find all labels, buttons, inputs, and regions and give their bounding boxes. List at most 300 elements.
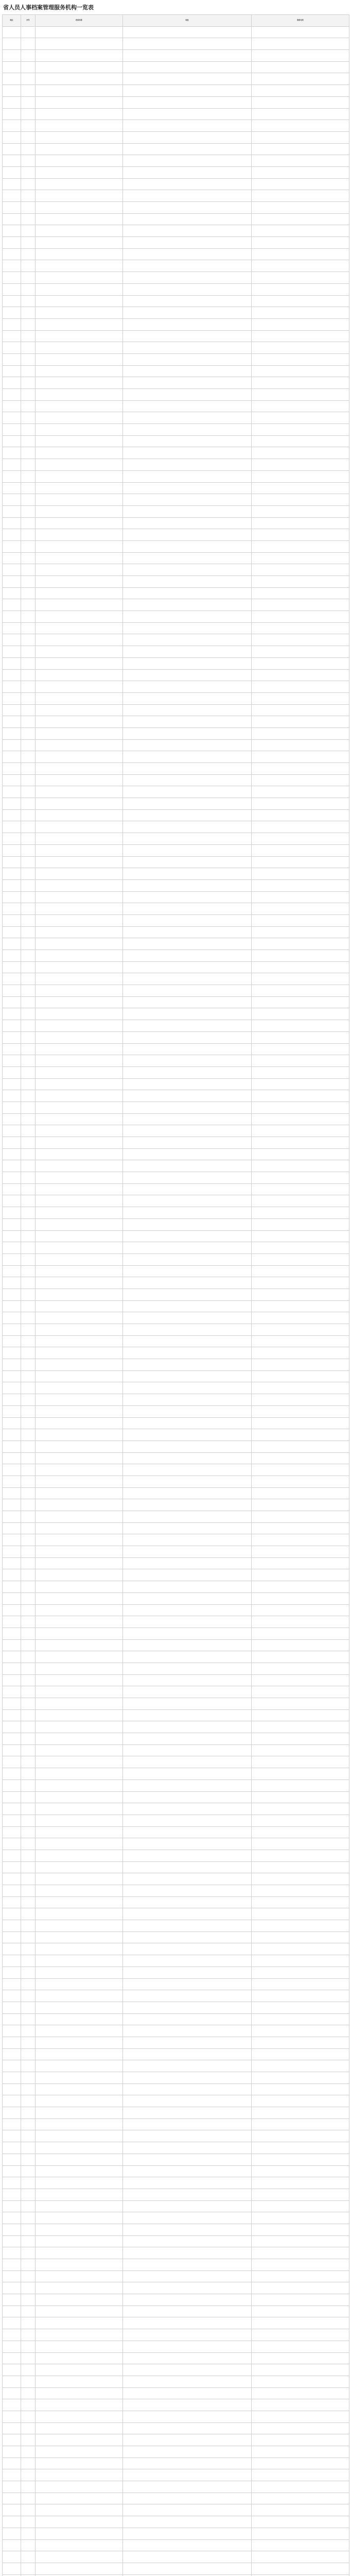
row-agency-cell (36, 330, 123, 342)
row-address-cell (123, 2458, 252, 2469)
table-row (3, 225, 349, 237)
row-address-cell (123, 576, 252, 588)
table-row (3, 1768, 349, 1780)
row-phone-cell (252, 435, 349, 447)
row-address-cell (123, 2107, 252, 2119)
row-agency-cell (36, 1768, 123, 1780)
row-region-cell (3, 903, 21, 915)
table-row (3, 611, 349, 623)
table-row (3, 2247, 349, 2259)
row-agency-cell (36, 1534, 123, 1546)
row-region-cell (3, 1382, 21, 1394)
row-address-cell (123, 1838, 252, 1850)
row-region-cell (3, 1522, 21, 1534)
row-phone-cell (252, 2551, 349, 2563)
row-agency-cell (36, 1663, 123, 1674)
row-number-cell (21, 1148, 36, 1160)
row-agency-cell (36, 1955, 123, 1967)
row-address-cell (123, 2504, 252, 2516)
row-region-cell (3, 1651, 21, 1663)
row-phone-cell (252, 2376, 349, 2387)
row-region-cell (3, 1686, 21, 1698)
table-row (3, 2306, 349, 2317)
row-phone-cell (252, 774, 349, 786)
row-address-cell (123, 1277, 252, 1289)
table-row (3, 1978, 349, 1990)
row-region-cell (3, 2119, 21, 2130)
row-number-cell (21, 517, 36, 529)
table-row (3, 237, 349, 249)
row-phone-cell (252, 540, 349, 552)
row-region-cell (3, 2411, 21, 2422)
row-region-cell (3, 1768, 21, 1780)
row-region-cell (3, 1908, 21, 1920)
row-region-cell (3, 1861, 21, 1873)
table-row (3, 587, 349, 599)
row-region-cell (3, 2539, 21, 2551)
row-phone-cell (252, 2528, 349, 2539)
row-number-cell (21, 1838, 36, 1850)
row-address-cell (123, 1861, 252, 1873)
table-row (3, 2165, 349, 2177)
row-phone-cell (252, 856, 349, 868)
row-region-cell (3, 1347, 21, 1359)
row-phone-cell (252, 786, 349, 798)
row-phone-cell (252, 412, 349, 424)
header-agency: 机构名称 (36, 15, 123, 27)
row-phone-cell (252, 1230, 349, 1242)
row-region-cell (3, 2493, 21, 2504)
table-row (3, 26, 349, 38)
row-region-cell (3, 1172, 21, 1184)
row-phone-cell (252, 225, 349, 237)
table-row (3, 202, 349, 214)
row-number-cell (21, 108, 36, 120)
row-address-cell (123, 1487, 252, 1499)
table-row (3, 1429, 349, 1441)
table-row (3, 1628, 349, 1639)
row-agency-cell (36, 1628, 123, 1639)
row-number-cell (21, 1628, 36, 1639)
row-phone-cell (252, 681, 349, 693)
row-phone-cell (252, 751, 349, 763)
row-address-cell (123, 622, 252, 634)
row-number-cell (21, 1931, 36, 1943)
row-address-cell (123, 2528, 252, 2539)
table-row (3, 1335, 349, 1347)
table-row (3, 2072, 349, 2084)
row-number-cell (21, 389, 36, 401)
row-agency-cell (36, 1172, 123, 1184)
row-number-cell (21, 2329, 36, 2341)
row-address-cell (123, 2364, 252, 2376)
row-phone-cell (252, 2072, 349, 2084)
row-agency-cell (36, 973, 123, 985)
row-agency-cell (36, 1569, 123, 1581)
row-number-cell (21, 459, 36, 471)
row-agency-cell (36, 540, 123, 552)
row-region-cell (3, 1160, 21, 1172)
row-agency-cell (36, 1265, 123, 1277)
row-region-cell (3, 2528, 21, 2539)
row-number-cell (21, 2048, 36, 2060)
row-agency-cell (36, 1756, 123, 1768)
row-region-cell (3, 1078, 21, 1090)
row-agency-cell (36, 2551, 123, 2563)
row-region-cell (3, 657, 21, 669)
row-region-cell (3, 85, 21, 97)
table-row (3, 798, 349, 810)
row-region-cell (3, 1546, 21, 1558)
row-region-cell (3, 2224, 21, 2235)
row-number-cell (21, 634, 36, 646)
table-row (3, 2387, 349, 2399)
archive-agency-table (2, 14, 349, 2576)
row-address-cell (123, 1300, 252, 1312)
row-agency-cell (36, 599, 123, 611)
table-row (3, 494, 349, 506)
row-agency-cell (36, 1405, 123, 1417)
table-row (3, 412, 349, 424)
row-address-cell (123, 1405, 252, 1417)
row-agency-cell (36, 459, 123, 471)
row-region-cell (3, 2563, 21, 2574)
row-number-cell (21, 1277, 36, 1289)
row-region-cell (3, 1452, 21, 1464)
row-number-cell (21, 1172, 36, 1184)
row-agency-cell (36, 505, 123, 517)
row-address-cell (123, 248, 252, 260)
table-row (3, 2095, 349, 2107)
row-agency-cell (36, 2481, 123, 2493)
row-address-cell (123, 283, 252, 295)
row-number-cell (21, 844, 36, 856)
row-region-cell (3, 61, 21, 73)
row-number-cell (21, 1066, 36, 1078)
row-address-cell (123, 669, 252, 681)
row-number-cell (21, 1265, 36, 1277)
row-phone-cell (252, 1908, 349, 1920)
row-phone-cell (252, 2224, 349, 2235)
row-phone-cell (252, 377, 349, 389)
row-number-cell (21, 272, 36, 284)
row-region-cell (3, 1604, 21, 1616)
row-phone-cell (252, 576, 349, 588)
row-phone-cell (252, 1487, 349, 1499)
row-phone-cell (252, 996, 349, 1008)
row-agency-cell (36, 2224, 123, 2235)
row-phone-cell (252, 120, 349, 132)
row-number-cell (21, 903, 36, 915)
row-region-cell (3, 1440, 21, 1452)
row-phone-cell (252, 2341, 349, 2352)
row-region-cell (3, 2516, 21, 2528)
row-number-cell (21, 950, 36, 962)
row-number-cell (21, 237, 36, 249)
row-number-cell (21, 2317, 36, 2329)
row-phone-cell (252, 1768, 349, 1780)
row-address-cell (123, 272, 252, 284)
table-row (3, 1101, 349, 1113)
row-address-cell (123, 435, 252, 447)
row-address-cell (123, 985, 252, 997)
row-agency-cell (36, 1382, 123, 1394)
row-phone-cell (252, 2235, 349, 2247)
table-row (3, 155, 349, 167)
row-phone-cell (252, 2329, 349, 2341)
row-region-cell (3, 1230, 21, 1242)
table-row (3, 985, 349, 997)
row-phone-cell (252, 1382, 349, 1394)
row-address-cell (123, 155, 252, 167)
row-agency-cell (36, 1920, 123, 1932)
row-number-cell (21, 879, 36, 891)
row-agency-cell (36, 1242, 123, 1254)
row-agency-cell (36, 587, 123, 599)
row-region-cell (3, 552, 21, 564)
table-header-row (3, 15, 349, 27)
row-address-cell (123, 1289, 252, 1300)
row-agency-cell (36, 1908, 123, 1920)
row-phone-cell (252, 798, 349, 810)
table-row (3, 1452, 349, 1464)
row-number-cell (21, 1756, 36, 1768)
table-row (3, 2270, 349, 2282)
table-row (3, 1861, 349, 1873)
table-row (3, 1850, 349, 1861)
row-region-cell (3, 1943, 21, 1955)
row-region-cell (3, 330, 21, 342)
row-agency-cell (36, 2142, 123, 2154)
row-address-cell (123, 1511, 252, 1523)
row-agency-cell (36, 1709, 123, 1721)
row-phone-cell (252, 950, 349, 962)
row-agency-cell (36, 938, 123, 950)
row-address-cell (123, 704, 252, 716)
row-number-cell (21, 2025, 36, 2037)
row-number-cell (21, 1546, 36, 1558)
row-phone-cell (252, 938, 349, 950)
row-phone-cell (252, 342, 349, 354)
table-row (3, 1674, 349, 1686)
row-phone-cell (252, 1639, 349, 1651)
row-agency-cell (36, 1815, 123, 1826)
table-row (3, 50, 349, 62)
header-address: 地址 (123, 15, 252, 27)
row-address-cell (123, 1616, 252, 1628)
row-number-cell (21, 435, 36, 447)
row-region-cell (3, 1780, 21, 1791)
row-number-cell (21, 1370, 36, 1382)
table-row (3, 2528, 349, 2539)
row-region-cell (3, 2048, 21, 2060)
row-agency-cell (36, 1043, 123, 1055)
row-number-cell (21, 2282, 36, 2294)
table-row (3, 973, 349, 985)
row-agency-cell (36, 2504, 123, 2516)
row-number-cell (21, 1733, 36, 1745)
table-row (3, 996, 349, 1008)
row-region-cell (3, 1043, 21, 1055)
row-phone-cell (252, 1628, 349, 1639)
row-address-cell (123, 1557, 252, 1569)
row-agency-cell (36, 1289, 123, 1300)
table-row (3, 2107, 349, 2119)
row-phone-cell (252, 1569, 349, 1581)
table-row (3, 2048, 349, 2060)
row-number-cell (21, 1581, 36, 1593)
row-phone-cell (252, 2095, 349, 2107)
row-address-cell (123, 821, 252, 833)
row-number-cell (21, 2270, 36, 2282)
row-agency-cell (36, 1557, 123, 1569)
row-address-cell (123, 2551, 252, 2563)
header-number: 序号 (21, 15, 36, 27)
row-address-cell (123, 809, 252, 821)
row-agency-cell (36, 1476, 123, 1487)
row-number-cell (21, 2516, 36, 2528)
row-number-cell (21, 2422, 36, 2434)
row-number-cell (21, 1522, 36, 1534)
row-phone-cell (252, 1663, 349, 1674)
row-phone-cell (252, 1955, 349, 1967)
row-region-cell (3, 400, 21, 412)
row-region-cell (3, 868, 21, 880)
row-address-cell (123, 914, 252, 926)
row-phone-cell (252, 2539, 349, 2551)
row-agency-cell (36, 1090, 123, 1102)
row-phone-cell (252, 1242, 349, 1254)
row-number-cell (21, 131, 36, 143)
row-phone-cell (252, 2399, 349, 2411)
row-region-cell (3, 435, 21, 447)
row-region-cell (3, 1744, 21, 1756)
row-agency-cell (36, 318, 123, 330)
row-phone-cell (252, 1744, 349, 1756)
row-agency-cell (36, 131, 123, 143)
row-number-cell (21, 1569, 36, 1581)
row-phone-cell (252, 50, 349, 62)
table-row (3, 1581, 349, 1593)
row-region-cell (3, 1359, 21, 1371)
row-phone-cell (252, 2119, 349, 2130)
row-region-cell (3, 926, 21, 938)
row-phone-cell (252, 1850, 349, 1861)
row-number-cell (21, 599, 36, 611)
row-number-cell (21, 2060, 36, 2072)
table-row (3, 213, 349, 225)
row-phone-cell (252, 1780, 349, 1791)
table-row (3, 2504, 349, 2516)
row-address-cell (123, 2037, 252, 2048)
row-region-cell (3, 1674, 21, 1686)
table-row (3, 1277, 349, 1289)
row-number-cell (21, 914, 36, 926)
row-address-cell (123, 868, 252, 880)
table-row (3, 447, 349, 459)
row-agency-cell (36, 1873, 123, 1885)
row-number-cell (21, 1464, 36, 1476)
row-address-cell (123, 1031, 252, 1043)
row-agency-cell (36, 400, 123, 412)
table-row (3, 2130, 349, 2142)
row-region-cell (3, 611, 21, 623)
row-address-cell (123, 318, 252, 330)
row-number-cell (21, 2306, 36, 2317)
page-title: 省人员人事档案管理服务机构一览表 (3, 4, 94, 11)
row-region-cell (3, 1394, 21, 1406)
table-row (3, 2119, 349, 2130)
table-row (3, 1207, 349, 1219)
table-row (3, 2422, 349, 2434)
table-row (3, 2282, 349, 2294)
table-row (3, 786, 349, 798)
table-row (3, 260, 349, 272)
row-number-cell (21, 166, 36, 178)
row-phone-cell (252, 318, 349, 330)
row-region-cell (3, 342, 21, 354)
row-address-cell (123, 50, 252, 62)
table-row (3, 38, 349, 50)
row-address-cell (123, 681, 252, 693)
row-address-cell (123, 727, 252, 739)
table-row (3, 1137, 349, 1149)
row-number-cell (21, 1499, 36, 1511)
row-number-cell (21, 1312, 36, 1324)
row-phone-cell (252, 447, 349, 459)
row-number-cell (21, 2072, 36, 2084)
row-region-cell (3, 727, 21, 739)
row-agency-cell (36, 2130, 123, 2142)
row-phone-cell (252, 1896, 349, 1908)
row-phone-cell (252, 61, 349, 73)
row-phone-cell (252, 2516, 349, 2528)
row-address-cell (123, 2247, 252, 2259)
table-row (3, 2399, 349, 2411)
row-phone-cell (252, 926, 349, 938)
table-row (3, 1873, 349, 1885)
table-row (3, 2481, 349, 2493)
row-address-cell (123, 2095, 252, 2107)
table-row (3, 868, 349, 880)
row-phone-cell (252, 2189, 349, 2200)
row-address-cell (123, 2341, 252, 2352)
row-phone-cell (252, 1113, 349, 1125)
row-phone-cell (252, 2025, 349, 2037)
row-number-cell (21, 1183, 36, 1195)
header-region: 地区 (3, 15, 21, 27)
table-row (3, 1557, 349, 1569)
row-address-cell (123, 377, 252, 389)
row-agency-cell (36, 798, 123, 810)
row-number-cell (21, 2177, 36, 2189)
row-region-cell (3, 1101, 21, 1113)
row-number-cell (21, 342, 36, 354)
row-region-cell (3, 844, 21, 856)
table-row (3, 2154, 349, 2165)
row-address-cell (123, 1207, 252, 1219)
row-phone-cell (252, 1616, 349, 1628)
row-address-cell (123, 1768, 252, 1780)
row-number-cell (21, 365, 36, 377)
row-region-cell (3, 377, 21, 389)
table-row (3, 190, 349, 202)
row-agency-cell (36, 727, 123, 739)
row-agency-cell (36, 1335, 123, 1347)
row-number-cell (21, 809, 36, 821)
row-region-cell (3, 1885, 21, 1897)
row-number-cell (21, 96, 36, 108)
